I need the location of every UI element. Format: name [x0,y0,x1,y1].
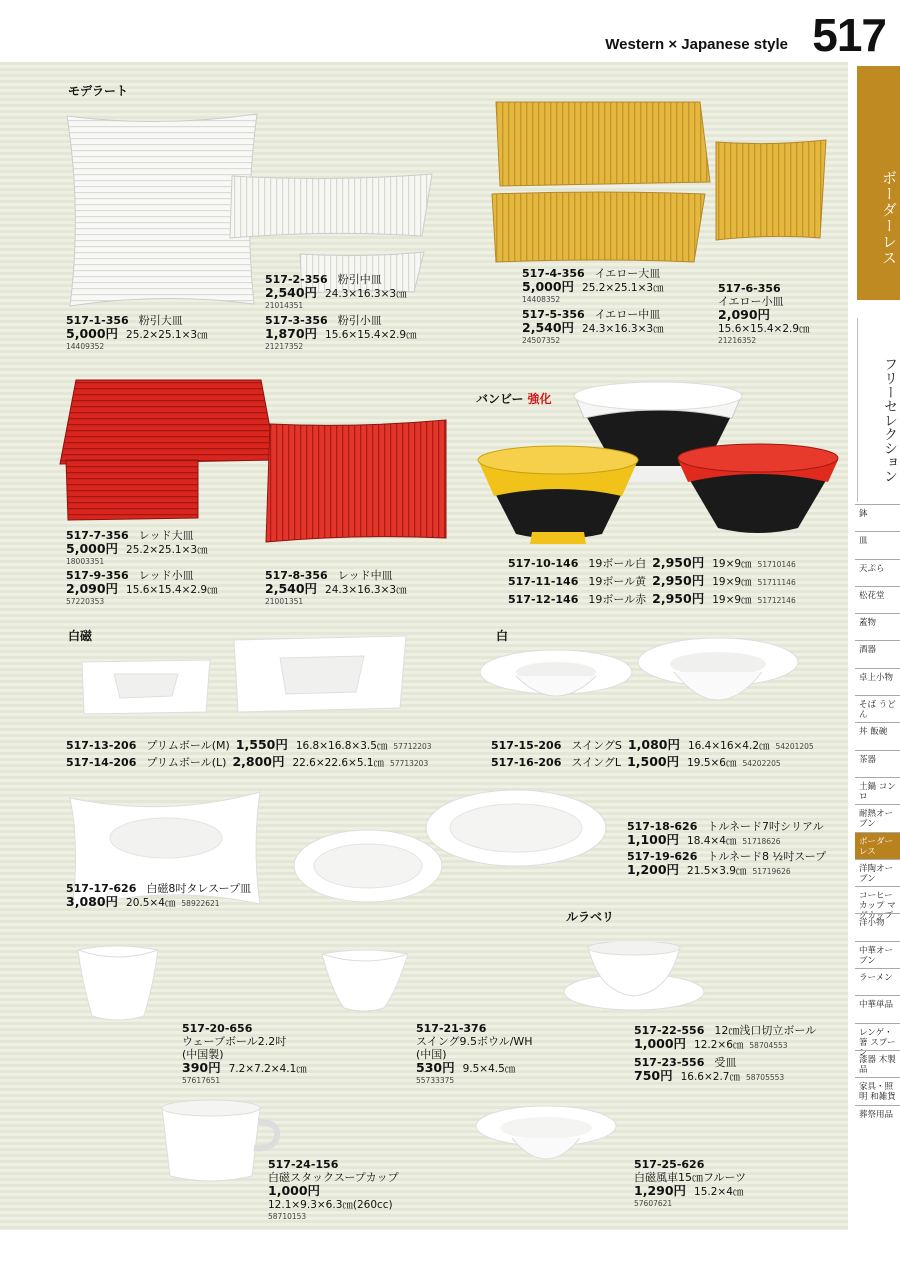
product-517-14 [66,755,428,770]
category-sidebar [855,62,900,1230]
catalog-content [0,62,848,1230]
sidebar-category-item[interactable]: 丼 飯碗 [855,722,900,749]
product-name: 粉引大皿 [138,314,183,327]
product-code: 517-24-156 [268,1158,339,1171]
page-header [0,0,900,62]
product-price: 1,100円 [627,832,680,847]
sidebar-category-item[interactable]: コーヒーカップ マグカップ [855,886,900,913]
product-517-16 [491,755,781,770]
sidebar-category-item[interactable]: 中華単品 [855,995,900,1022]
product-code: 517-15-206 [491,739,562,752]
product-517-7 [66,529,208,566]
product-code: 517-3-356 [265,314,328,327]
product-dims: 25.2×25.1×3㎝ [582,282,664,294]
product-name: イエロー中皿 [594,308,661,321]
product-dims: 22.6×22.6×5.1㎝ [292,757,385,769]
tab-borderless[interactable]: ボーダーレス [857,66,900,300]
product-name: レッド大皿 [138,529,194,542]
product-price: 1,000円 [268,1183,321,1198]
sidebar-category-item[interactable]: ボーダーレス [855,832,900,859]
product-dims: 20.5×4㎝ [126,897,176,909]
product-jan: 57712203 [393,742,432,751]
product-dims: 25.2×25.1×3㎝ [126,329,208,341]
product-517-6 [718,282,810,345]
product-517-12 [508,592,796,607]
product-jan: 51710146 [757,560,796,569]
product-origin: (中国) [416,1048,447,1061]
product-price: 1,290円 [634,1183,687,1198]
red-plates-image [56,378,451,548]
product-jan: 51718626 [742,837,781,846]
product-dims: 19.5×6㎝ [687,757,737,769]
product-jan: 24507352 [522,336,561,345]
product-dims: 24.3×16.3×3㎝ [582,323,664,335]
product-jan: 21216352 [718,336,757,345]
product-code: 517-25-626 [634,1158,705,1171]
reinforced-badge: 強化 [527,392,552,406]
product-price: 1,870円 [265,326,318,341]
product-code: 517-5-356 [522,308,585,321]
sidebar-category-item[interactable]: 卓上小物 [855,668,900,695]
product-name: スイング9.5ボウル/WH [416,1035,533,1048]
product-517-18 [627,820,824,848]
product-code: 517-13-206 [66,739,137,752]
product-price: 5,000円 [522,279,575,294]
product-dims: 12.2×6㎝ [694,1039,744,1051]
product-517-9 [66,569,218,606]
product-price: 530円 [416,1060,455,1075]
product-517-5 [522,308,664,345]
product-name: 白磁スタックスープカップ [268,1171,399,1184]
product-name: 粉引小皿 [337,314,382,327]
product-price: 2,950円 [652,573,705,588]
product-dims: 25.2×25.1×3㎝ [126,544,208,556]
sidebar-category-item[interactable]: 天ぷら [855,559,900,586]
sidebar-category-item[interactable]: 土鍋 コンロ [855,777,900,804]
product-origin: (中国製) [182,1048,224,1061]
product-name: トルネード7吋シリアル [707,820,824,833]
sidebar-category-item[interactable]: 松花堂 [855,586,900,613]
product-code: 517-22-556 [634,1024,705,1037]
product-517-10 [508,556,796,571]
product-code: 517-18-626 [627,820,698,833]
product-name: スイングS [571,739,622,752]
section-title-bambi-text: バンビー [476,392,524,406]
product-517-8 [265,569,407,606]
product-517-15 [491,738,814,753]
product-name: レッド中皿 [337,569,393,582]
product-code: 517-4-356 [522,267,585,280]
product-517-24 [268,1158,399,1221]
product-code: 517-16-206 [491,756,562,769]
product-jan: 21014351 [265,301,304,310]
product-517-22 [634,1024,816,1052]
product-code: 517-2-356 [265,273,328,286]
product-code: 517-20-656 [182,1022,253,1035]
product-code: 517-10-146 [508,557,579,570]
product-code: 517-1-356 [66,314,129,327]
product-code: 517-6-356 [718,282,781,295]
product-dims: 16.8×16.8×3.5㎝ [295,740,388,752]
product-price: 5,000円 [66,326,119,341]
sidebar-category-item[interactable]: 中華オーブン [855,941,900,968]
product-name: 19ボール白 [588,557,647,570]
product-dims: 12.1×9.3×6.3㎝(260cc) [268,1199,393,1211]
product-517-21 [416,1022,533,1085]
product-jan: 14409352 [66,342,105,351]
section-title-moderato: モデラート [68,84,129,98]
product-name: プリムボール(L) [146,756,227,769]
product-code: 517-8-356 [265,569,328,582]
sidebar-category-item[interactable]: 葬祭用品 [855,1105,900,1132]
product-price: 2,090円 [66,581,119,596]
product-dims: 19×9㎝ [712,558,752,570]
product-name: ウェーブボール2.2吋 [182,1035,287,1048]
product-dims: 18.4×4㎝ [687,835,737,847]
product-jan: 54201205 [775,742,814,751]
product-name: レッド小皿 [138,569,194,582]
product-code: 517-17-626 [66,882,137,895]
bambi-bowls-image [474,378,844,548]
product-dims: 16.4×16×4.2㎝ [687,740,770,752]
product-code: 517-19-626 [627,850,698,863]
product-price: 2,950円 [652,591,705,606]
product-price: 750円 [634,1068,673,1083]
product-code: 517-7-356 [66,529,129,542]
product-name: 19ボール赤 [588,593,647,606]
sidebar-category-item[interactable]: 茶器 [855,750,900,777]
product-price: 1,200円 [627,862,680,877]
product-dims: 7.2×7.2×4.1㎝ [228,1063,307,1075]
product-jan: 58922621 [181,899,220,908]
sidebar-category-item[interactable]: 酒器 [855,640,900,667]
tab-free-selection[interactable]: フリーセレクション [857,318,900,502]
page-subtitle: Western × Japanese style [605,36,788,53]
prim-bowls-image [74,632,414,722]
product-517-2 [265,273,407,310]
product-dims: 16.6×2.7㎝ [680,1071,740,1083]
section-title-lulaberry: ルラベリ [566,910,615,924]
product-jan: 18003351 [66,557,105,566]
product-dims: 15.6×15.4×2.9㎝ [325,329,417,341]
sidebar-category-item[interactable]: 家具・照明 和雑貨 [855,1077,900,1104]
sidebar-category-item[interactable]: 鉢 [855,504,900,531]
sidebar-category-item[interactable]: ラーメン [855,968,900,995]
product-price: 1,500円 [627,754,680,769]
product-517-17 [66,882,251,910]
product-517-20 [182,1022,307,1085]
sidebar-category-item[interactable]: 耐熱オーブン [855,804,900,831]
product-price: 1,550円 [235,737,288,752]
product-jan: 57617651 [182,1076,221,1085]
product-jan: 21001351 [265,597,304,606]
product-517-23 [634,1056,784,1084]
product-name: 粉引中皿 [337,273,382,286]
product-code: 517-21-376 [416,1022,487,1035]
product-code: 517-14-206 [66,756,137,769]
product-jan: 51719626 [752,867,791,876]
product-dims: 15.6×15.4×2.9㎝ [126,584,218,596]
product-name: 白磁風車15㎝フルーツ [634,1171,747,1184]
sidebar-category-item[interactable]: 蓋物 [855,613,900,640]
product-dims: 21.5×3.9㎝ [687,865,747,877]
swing-bowls-image [478,632,808,724]
product-dims: 24.3×16.3×3㎝ [325,288,407,300]
section-title-shiro: 白 [496,629,509,643]
product-517-3 [265,314,417,351]
sidebar-category-item[interactable]: 洋小物 [855,913,900,940]
product-code: 517-12-146 [508,593,579,606]
product-name: スイングL [571,756,622,769]
product-price: 390円 [182,1060,221,1075]
product-price: 2,950円 [652,555,705,570]
product-jan: 57713203 [390,759,429,768]
product-price: 3,080円 [66,894,119,909]
product-price: 2,090円 [718,307,771,322]
sidebar-category-item[interactable]: そば うどん [855,695,900,722]
sidebar-category-item[interactable]: 皿 [855,531,900,558]
product-jan: 58710153 [268,1212,307,1221]
product-517-19 [627,850,826,878]
product-name: 12㎝浅口切立ボール [714,1024,817,1037]
product-517-13 [66,738,432,753]
product-jan: 57607621 [634,1199,673,1208]
sidebar-category-item[interactable]: レンゲ・箸 スプーン [855,1023,900,1050]
product-dims: 19×9㎝ [712,594,752,606]
section-title-hakuji: 白磁 [68,629,93,643]
product-jan: 54202205 [742,759,781,768]
product-dims: 9.5×4.5㎝ [462,1063,516,1075]
product-dims: 24.3×16.3×3㎝ [325,584,407,596]
category-list [855,504,900,1132]
product-price: 2,800円 [232,754,285,769]
product-517-25 [634,1158,746,1208]
product-jan: 51711146 [757,578,796,587]
product-517-1 [66,314,208,351]
product-517-11 [508,574,796,589]
product-name: 白磁8吋タレスープ皿 [146,882,251,895]
product-jan: 58705553 [745,1073,785,1082]
product-code: 517-23-556 [634,1056,705,1069]
product-name: イエロー小皿 [718,295,784,308]
sidebar-category-item[interactable]: 漆器 木製品 [855,1050,900,1077]
product-jan: 51712146 [757,596,796,605]
product-code: 517-9-356 [66,569,129,582]
product-dims: 15.6×15.4×2.9㎝ [718,323,810,335]
product-jan: 57220353 [66,597,105,606]
product-jan: 21217352 [265,342,304,351]
product-jan: 14408352 [522,295,561,304]
small-bowls-image [74,942,714,1032]
page-number: 517 [812,9,886,61]
product-jan: 58704553 [749,1041,788,1050]
product-dims: 19×9㎝ [712,576,752,588]
sidebar-category-item[interactable]: 洋陶オーブン [855,859,900,886]
page-footer [0,1230,900,1272]
product-code: 517-11-146 [508,575,579,588]
product-dims: 15.2×4㎝ [694,1186,744,1198]
product-price: 2,540円 [265,285,318,300]
product-name: 19ボール黄 [588,575,647,588]
product-price: 5,000円 [66,541,119,556]
product-price: 2,540円 [265,581,318,596]
product-name: イエロー大皿 [594,267,661,280]
product-price: 1,000円 [634,1036,687,1051]
product-517-4 [522,267,664,304]
product-name: トルネード8 ½吋スープ [707,850,827,863]
product-price: 2,540円 [522,320,575,335]
product-name: プリムボール(M) [146,739,230,752]
product-name: 受皿 [714,1056,737,1069]
product-price: 1,080円 [627,737,680,752]
product-jan: 55733375 [416,1076,455,1085]
